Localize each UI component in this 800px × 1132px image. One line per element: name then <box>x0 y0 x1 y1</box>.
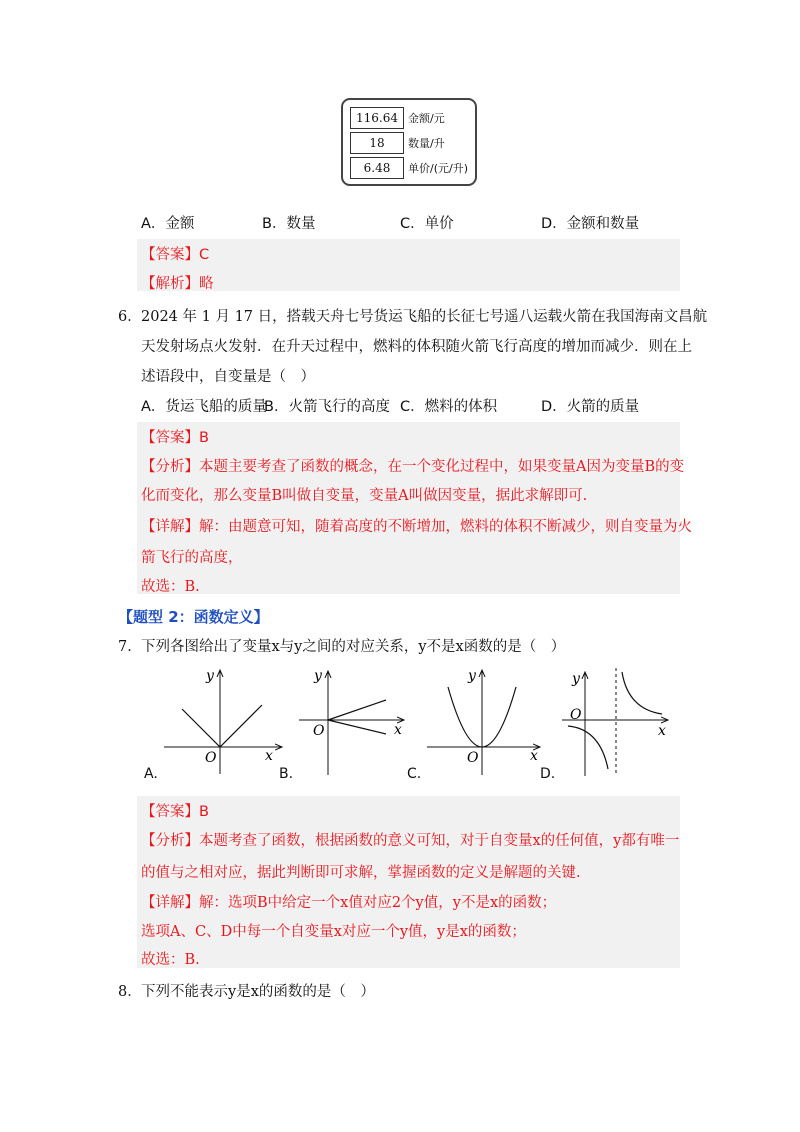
q7-analysis-text-1: 本题考查了函数，根据函数的意义可知，对于自变量x的任何值，y都有唯一 <box>199 833 680 849</box>
q7-solution-box <box>137 796 680 968</box>
graph-b-label: B. <box>279 766 294 782</box>
q7-answer-value: B <box>199 804 209 820</box>
unit-price-value: 6.48 <box>350 157 404 179</box>
q6-analysis-line-1 <box>141 455 684 476</box>
graph-d-branch-left <box>568 726 608 769</box>
q6-detail-line-2: 箭飞行的高度， <box>141 550 243 566</box>
q6-stem-line-3: 述语段中，自变量是（ ） <box>141 369 315 385</box>
graph-b <box>296 662 414 778</box>
q7-analysis-line-2: 的值与之相对应，据此判断即可求解，掌握函数的定义是解题的关键. <box>141 865 581 881</box>
graph-d-x-label: x <box>658 723 666 739</box>
graph-d-label: D. <box>540 766 556 782</box>
q7-detail-text-1: 解：选项B中给定一个x值对应2个y值，y不是x的函数； <box>199 895 557 911</box>
amount-label: 金额/元 <box>408 112 445 125</box>
q6-analysis-text-1: 本题主要考查了函数的概念，在一个变化过程中，如果变量A因为变量B的变 <box>199 459 685 475</box>
q6-choice: 故选：B. <box>141 579 200 595</box>
q6-option-d: D．火箭的质量 <box>541 399 640 415</box>
q7-stem: 下列各图给出了变量x与y之间的对应关系，y不是x函数的是（ ） <box>141 639 566 655</box>
q6-detail-line-1 <box>141 515 692 536</box>
graph-d-branch-right <box>622 672 662 714</box>
q5-option-c: C．单价 <box>400 216 454 232</box>
q6-solution-box <box>137 422 680 594</box>
quantity-label: 数量/升 <box>408 137 445 150</box>
q5-analysis-text: 略 <box>199 276 214 292</box>
q6-option-c: C．燃料的体积 <box>400 399 498 415</box>
q8-number: 8． <box>118 984 142 1000</box>
q6-stem-line-2: 天发射场点火发射．在升天过程中，燃料的体积随火箭飞行高度的增加而减少．则在上 <box>141 339 692 355</box>
q5-analysis-tag: 【解析】 <box>141 276 199 292</box>
q6-option-b: B．火箭飞行的高度 <box>264 399 390 415</box>
graph-c-origin: O <box>467 750 479 766</box>
graph-c <box>424 662 544 778</box>
q5-option-a: A．金额 <box>141 216 195 232</box>
q6-detail-tag: 【详解】 <box>141 519 199 535</box>
graph-d-y-label: y <box>572 671 580 687</box>
graph-c-y-label: y <box>468 668 476 684</box>
q6-option-a: A．货运飞船的质量 <box>141 399 267 415</box>
graph-d <box>560 664 675 780</box>
graph-b-ray-upper <box>328 700 386 720</box>
q6-answer-value: B <box>199 430 209 446</box>
graph-a-origin: O <box>205 750 217 766</box>
graph-a-curve <box>182 705 262 747</box>
q7-detail-tag: 【详解】 <box>141 895 199 911</box>
q5-answer <box>141 243 209 264</box>
graph-b-ray-lower <box>328 720 386 734</box>
graph-a-label: A. <box>144 766 158 782</box>
amount-value: 116.64 <box>350 107 404 129</box>
q6-number: 6． <box>118 309 142 325</box>
graph-d-origin: O <box>570 707 582 723</box>
quantity-value: 18 <box>350 132 404 154</box>
q7-number: 7． <box>118 639 142 655</box>
graph-a-x-label: x <box>265 748 273 764</box>
graph-b-y-label: y <box>314 668 322 684</box>
graph-a-y-label: y <box>206 668 214 684</box>
graph-b-origin: O <box>313 723 325 739</box>
q5-answer-box <box>137 239 680 291</box>
q6-stem-line-1: 2024 年 1 月 17 日，搭载天舟七号货运飞船的长征七号遥八运载火箭在我国海南文昌航 <box>141 309 708 325</box>
q5-analysis <box>141 272 214 293</box>
q8-stem: 下列不能表示y是x的函数的是（ ） <box>141 984 375 1000</box>
q6-answer <box>141 426 209 447</box>
q6-analysis-line-2: 化而变化，那么变量B叫做自变量，变量A叫做因变量，据此求解即可. <box>141 488 588 504</box>
q5-option-d: D．金额和数量 <box>541 216 640 232</box>
q7-answer-tag: 【答案】 <box>141 804 199 820</box>
q7-answer <box>141 800 209 821</box>
q5-answer-tag: 【答案】 <box>141 247 199 263</box>
graph-a <box>160 662 290 780</box>
q5-option-b: B．数量 <box>262 216 316 232</box>
q6-analysis-tag: 【分析】 <box>141 459 199 475</box>
unit-price-label: 单价/(元/升) <box>408 162 468 175</box>
q7-detail-line-1 <box>141 891 556 912</box>
q5-answer-value: C <box>199 247 210 263</box>
section-title: 【题型 2：函数定义】 <box>118 608 269 626</box>
q6-detail-text-1: 解：由题意可知，随着高度的不断增加，燃料的体积不断减少，则自变量为火 <box>199 519 692 535</box>
q6-answer-tag: 【答案】 <box>141 430 199 446</box>
q7-analysis-line-1 <box>141 829 679 850</box>
graph-c-label: C. <box>407 766 422 782</box>
q7-choice: 故选：B. <box>141 952 200 968</box>
graph-b-x-label: x <box>394 722 402 738</box>
graph-c-x-label: x <box>530 748 538 764</box>
q7-detail-line-2: 选项A、C、D中每一个自变量x对应一个y值，y是x的函数； <box>141 924 526 940</box>
q7-analysis-tag: 【分析】 <box>141 833 199 849</box>
